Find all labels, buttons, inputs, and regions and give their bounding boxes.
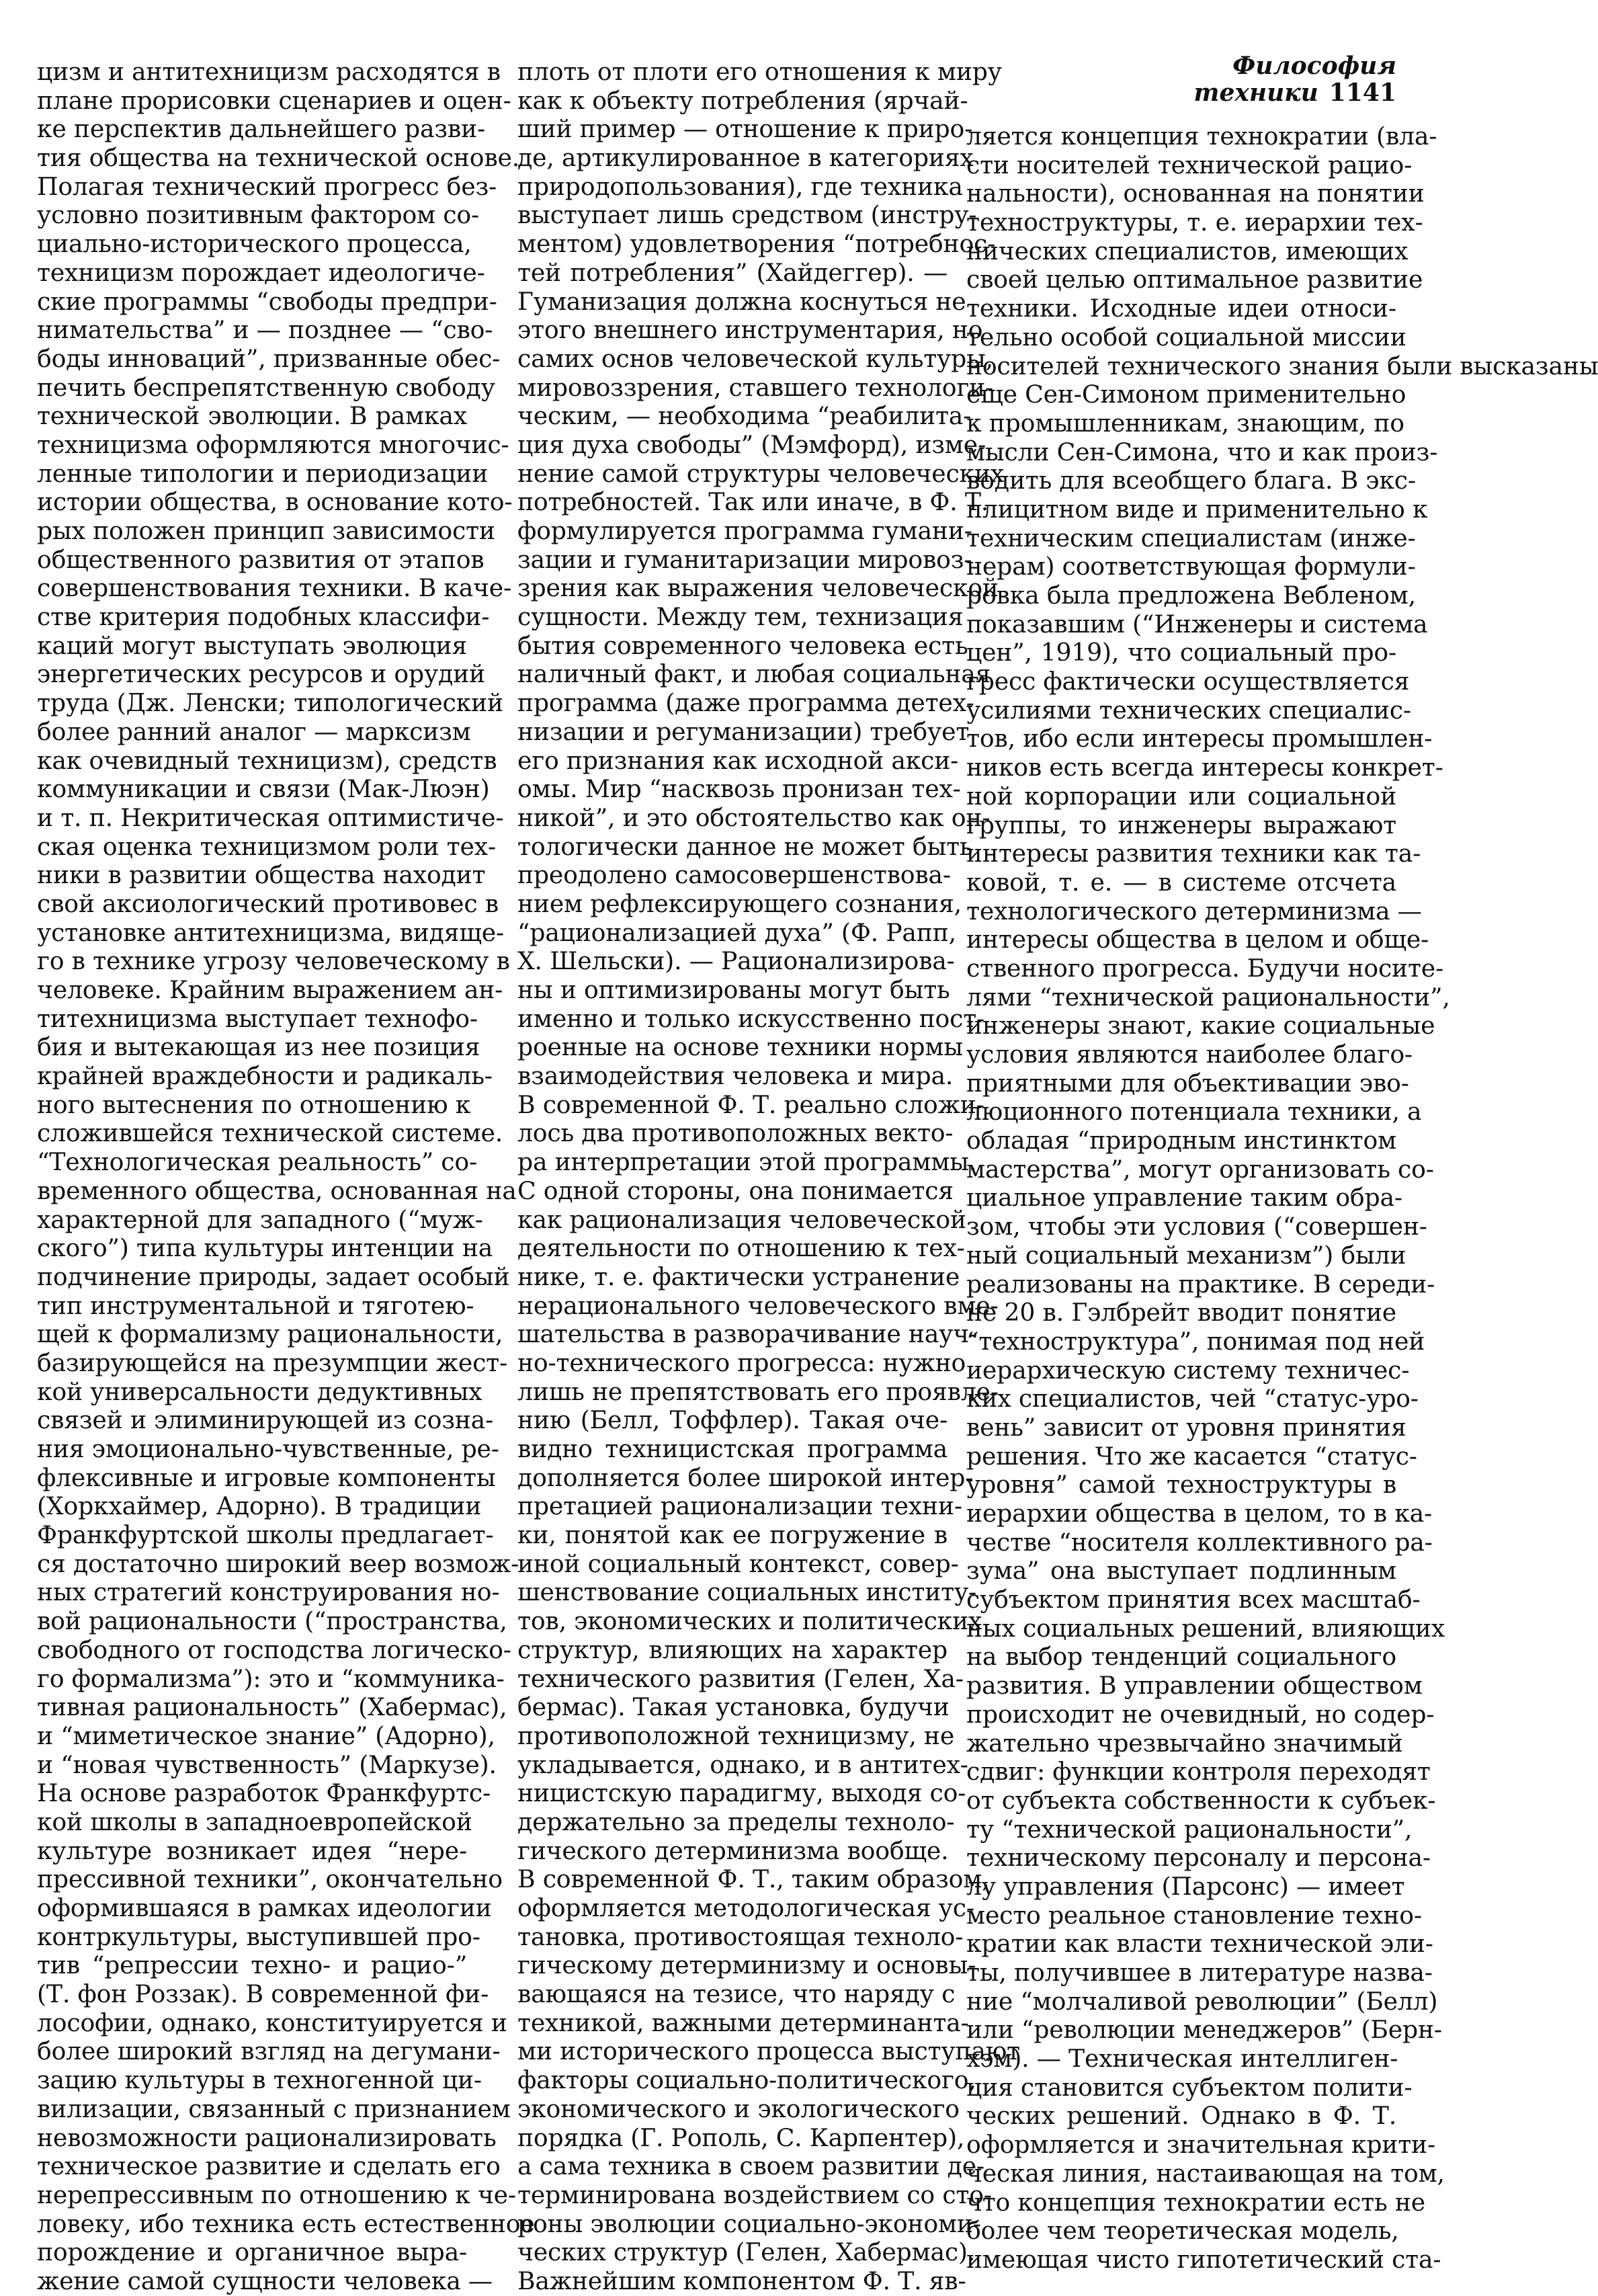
text-line: ны и оптимизированы могут быть	[517, 975, 950, 1004]
text-line: техники. Исходные идеи относи-	[966, 294, 1396, 323]
text-line: “рационализацией духа” (Ф. Рапп,	[517, 917, 956, 947]
text-line: тельно особой социальной миссии	[966, 322, 1406, 352]
text-line: что концепция технократии есть не	[966, 2187, 1425, 2217]
text-line: как рационализация человеческой	[517, 1204, 966, 1234]
text-line: оформляется методологическая ус-	[517, 1893, 974, 1922]
text-line: плане прорисовки сценариев и оцен-	[37, 85, 511, 115]
text-line: ного вытеснения по отношению к	[37, 1090, 471, 1119]
text-line: преодолено самосовершенствова-	[517, 860, 951, 890]
text-line: сущности. Между тем, технизация	[517, 602, 964, 632]
text-line: техноструктуры, т. е. иерархии тех-	[966, 208, 1423, 237]
text-line: интересы развития техники как та-	[966, 839, 1421, 868]
text-line: невозможности рационализировать	[37, 2123, 497, 2152]
text-line: Важнейшим компонентом Ф. Т. яв-	[517, 2266, 966, 2295]
text-line: порядка (Г. Рополь, С. Карпентер),	[517, 2123, 965, 2152]
text-line: “Технологическая реальность” со-	[37, 1147, 477, 1177]
text-line: усилиями технических специалис-	[966, 695, 1411, 725]
text-line: го в технике угрозу человеческому в	[37, 946, 510, 976]
text-line: подчинение природы, задает особый	[37, 1262, 510, 1291]
text-line: тов, ибо если интересы промышлен-	[966, 724, 1433, 753]
text-line: установке антитехницизма, видяще-	[37, 917, 505, 947]
text-line: развития. В управлении обществом	[966, 1671, 1423, 1700]
running-title: Философия техники	[1193, 52, 1396, 107]
text-line: шательства в разворачивание науч-	[517, 1319, 978, 1349]
text-line: лишь не препятствовать его проявле-	[517, 1377, 999, 1406]
text-line: ловеку, ибо техника есть естественное	[37, 2209, 535, 2238]
text-line: обладая “природным инстинктом	[966, 1126, 1396, 1155]
text-line: взаимодействия человека и мира.	[517, 1061, 954, 1091]
text-line: прессивной техники”, окончательно	[37, 1864, 503, 1894]
text-line: ковой, т. е. — в системе отсчета	[966, 867, 1396, 897]
text-line: свободного от господства логическо-	[37, 1635, 511, 1664]
text-line: порождение и органичное выра-	[37, 2238, 467, 2267]
text-line: ший пример — отношение к приро-	[517, 114, 973, 144]
text-line: водить для всеобщего блага. В экс-	[966, 466, 1416, 495]
text-line: технического развития (Гелен, Ха-	[517, 1664, 964, 1693]
text-line: каций могут выступать эволюция	[37, 630, 467, 660]
text-line: нике, т. е. фактически устранение	[517, 1262, 960, 1291]
text-line: самих основ человеческой культуры,	[517, 343, 993, 373]
text-line: ники в развитии общества находит	[37, 860, 486, 890]
text-line: к промышленникам, знающим, по	[966, 408, 1404, 438]
text-line: ты, получившее в литературе назва-	[966, 1958, 1433, 1987]
text-line: ния эмоционально-чувственные, ре-	[37, 1434, 499, 1463]
text-line: место реальное становление техно-	[966, 1900, 1422, 1930]
text-line: его признания как исходной акси-	[517, 745, 959, 775]
text-line: на выбор тенденций социального	[966, 1642, 1396, 1672]
text-line: го формализма”): это и “коммуника-	[37, 1664, 505, 1693]
text-line: кой школы в западноевропейской	[37, 1807, 472, 1836]
text-line: рых положен принцип зависимости	[37, 516, 495, 545]
text-line: техницизм порождает идеологиче-	[37, 257, 485, 287]
text-line: цен”, 1919), что социальный про-	[966, 638, 1396, 667]
text-line: лософии, однако, конституируется и	[37, 2008, 507, 2037]
text-line: плоть от плоти его отношения к миру	[517, 57, 1002, 86]
text-line: (Хоркхаймер, Адорно). В традиции	[37, 1491, 482, 1521]
text-line: шенствование социальных институ-	[517, 1577, 977, 1607]
text-line: Гуманизация должна коснуться не	[517, 286, 966, 316]
text-line: условно позитивным фактором со-	[37, 200, 479, 230]
text-line: омы. Мир “насквозь пронизан тех-	[517, 774, 961, 804]
text-line: более ранний аналог — марксизм	[37, 716, 471, 746]
text-line: нических специалистов, имеющих	[966, 236, 1408, 265]
text-line: щей к формализму рациональности,	[37, 1319, 503, 1349]
text-line: техническое развитие и сделать его	[37, 2151, 501, 2181]
text-line: ция духа свободы” (Мэмфорд), изме-	[517, 429, 986, 459]
text-line: именно и только искусственно пост-	[517, 1003, 985, 1033]
text-line: ленные типологии и периодизации	[37, 458, 489, 488]
text-line: сложившейся технической системе.	[37, 1118, 503, 1148]
text-line: низации и регуманизации) требует	[517, 716, 970, 746]
text-line: кратии как власти технической эли-	[966, 1929, 1433, 1959]
text-line: видно техницистская программа	[517, 1434, 948, 1463]
text-line: природопользования), где техника	[517, 171, 963, 201]
text-line: труда (Дж. Ленски; типологический	[37, 688, 503, 718]
text-line: боды инноваций”, призванные обес-	[37, 343, 501, 373]
text-line: титехницизма выступает технофо-	[37, 1003, 478, 1033]
text-line: жение самой сущности человека —	[37, 2266, 493, 2295]
text-line: нерепрессивным по отношению к че-	[37, 2180, 516, 2209]
text-line: технологического детерминизма —	[966, 896, 1422, 926]
text-line: претацией рационализации техни-	[517, 1491, 962, 1521]
text-line: сти носителей технической рацио-	[966, 150, 1413, 179]
text-line: мысли Сен-Симона, что и как произ-	[966, 437, 1438, 466]
text-line: тия общества на технической основе.	[37, 143, 520, 173]
text-line: или “революции менеджеров” (Берн-	[966, 2015, 1442, 2045]
text-line: и т. п. Некритическая оптимистиче-	[37, 803, 504, 832]
text-line: флексивные и игровые компоненты	[37, 1463, 496, 1492]
text-line: нием рефлексирующего сознания,	[517, 889, 962, 918]
page-number: 1141	[1329, 79, 1396, 107]
text-line: формулируется программа гумани-	[517, 516, 972, 545]
text-line: ментом) удовлетворения “потребнос-	[517, 229, 996, 259]
text-line: иерархическую систему техничес-	[966, 1355, 1410, 1385]
text-line: наличный факт, и любая социальная	[517, 659, 991, 689]
text-line: бермас). Такая установка, будучи	[517, 1692, 950, 1722]
text-line: ляется концепция технократии (вла-	[966, 122, 1437, 151]
text-line: характерной для западного (“муж-	[37, 1204, 483, 1234]
text-line: реализованы на практике. В середи-	[966, 1269, 1435, 1299]
text-line: потребностей. Так или иначе, в Ф. Т.	[517, 487, 989, 517]
text-line: вень” зависит от уровня принятия	[966, 1412, 1406, 1442]
text-line: но-технического прогресса: нужно	[517, 1348, 966, 1377]
text-line: ские программы “свободы предпри-	[37, 286, 497, 316]
text-line: техницизма оформляются многочис-	[37, 429, 509, 459]
text-column-2	[517, 57, 1020, 2296]
text-line: связей и элиминирующей из созна-	[37, 1405, 494, 1435]
text-line: цизм и антитехницизм расходятся в	[37, 57, 501, 86]
text-line: как к объекту потребления (ярчай-	[517, 85, 968, 115]
text-line: и “миметическое знание” (Адорно),	[37, 1721, 495, 1750]
text-line: ского”) типа культуры интенции на	[37, 1233, 493, 1263]
text-line: укладывается, однако, и в антитех-	[517, 1750, 968, 1779]
text-line: ми исторического процесса выступают	[517, 2037, 1020, 2066]
text-line: не 20 в. Гэлбрейт вводит понятие	[966, 1298, 1396, 1327]
text-line: мастерства”, могут организовать со-	[966, 1154, 1434, 1184]
text-line: нерационального человеческого вме-	[517, 1290, 999, 1320]
text-line: держательно за пределы техноло-	[517, 1807, 955, 1836]
text-line: тей потребления” (Хайдеггер). —	[517, 257, 948, 287]
text-line: условия являются наиболее благо-	[966, 1040, 1413, 1069]
text-line: более широкий взгляд на дегумани-	[37, 2037, 501, 2066]
text-line: “техноструктура”, понимая под ней	[966, 1326, 1425, 1356]
text-line: ных стратегий конструирования но-	[37, 1577, 500, 1607]
text-line: нение самой структуры человеческих	[517, 458, 1005, 488]
text-line: структур, влияющих на характер	[517, 1635, 948, 1664]
text-line: факторы социально-политического,	[517, 2065, 976, 2095]
text-column-3	[966, 122, 1598, 2274]
text-line: зрения как выражения человеческой	[517, 573, 999, 603]
text-line: ческих решений. Однако в Ф. Т.	[966, 2101, 1396, 2131]
text-line: вилизации, связанный с признанием	[37, 2094, 511, 2123]
text-line: гического детерминизма вообще.	[517, 1836, 949, 1865]
text-line: деятельности по отношению к тех-	[517, 1233, 965, 1263]
text-line: стве критерия подобных классифи-	[37, 602, 490, 632]
text-line: вающаяся на тезисе, что наряду с	[517, 1979, 956, 2009]
text-line: инженеры знают, какие социальные	[966, 1011, 1435, 1040]
text-line: люционного потенциала техники, а	[966, 1097, 1422, 1126]
text-line: и “новая чувственность” (Маркузе).	[37, 1750, 497, 1779]
text-line: ких специалистов, чей “статус-уро-	[966, 1384, 1419, 1413]
text-line: общественного развития от этапов	[37, 544, 485, 574]
text-line: ки, понятой как ее погружение в	[517, 1520, 948, 1550]
text-line: нимательства” и — позднее — “сво-	[37, 315, 493, 345]
text-line: циальное управление таким обра-	[966, 1183, 1402, 1213]
text-line: коммуникации и связи (Мак-Люэн)	[37, 774, 490, 804]
text-line: а сама техника в своем развитии де-	[517, 2151, 984, 2181]
text-line: базирующейся на презумпции жест-	[37, 1348, 507, 1377]
text-line: техническим специалистам (инже-	[966, 523, 1416, 552]
text-line: роны эволюции социально-экономи-	[517, 2209, 981, 2238]
text-line: Х. Шельски). — Рационализирова-	[517, 946, 955, 976]
text-line: В современной Ф. Т., таким образом,	[517, 1864, 990, 1894]
text-line: интересы общества в целом и обще-	[966, 925, 1429, 954]
text-line: зом, чтобы эти условия (“совершен-	[966, 1212, 1427, 1241]
text-line: контркультуры, выступившей про-	[37, 1922, 480, 1951]
text-line: вой рациональности (“пространства,	[37, 1606, 507, 1636]
text-line: тановка, противостоящая техноло-	[517, 1922, 964, 1951]
text-line: ровка была предложена Вебленом,	[966, 581, 1416, 610]
text-line: противоположной техницизму, не	[517, 1721, 955, 1750]
text-line: ра интерпретации этой программы.	[517, 1147, 977, 1177]
text-line: лями “технической рациональности”,	[966, 982, 1450, 1012]
text-line: ческая линия, настаивающая на том,	[966, 2158, 1445, 2188]
text-line: нию (Белл, Тоффлер). Такая оче-	[517, 1405, 948, 1435]
text-line: техникой, важными детерминанта-	[517, 2008, 969, 2037]
text-line: более чем теоретическая модель,	[966, 2216, 1399, 2246]
text-line: тип инструментальной и тяготею-	[37, 1290, 474, 1320]
text-line: выступает лишь средством (инстру-	[517, 200, 977, 230]
text-line: хэм). — Техническая интеллиген-	[966, 2044, 1398, 2074]
text-line: от субъекта собственности к субъек-	[966, 1785, 1436, 1815]
text-line: своей целью оптимальное развитие	[966, 265, 1423, 294]
text-line: группы, то инженеры выражают	[966, 810, 1396, 839]
text-line: тов, экономических и политических	[517, 1606, 982, 1636]
text-line: иерархии общества в целом, то в ка-	[966, 1499, 1433, 1528]
text-line: ников есть всегда интересы конкрет-	[966, 753, 1443, 782]
text-line: тологически данное не может быть	[517, 831, 973, 861]
text-line: человеке. Крайним выражением ан-	[37, 975, 503, 1004]
text-line: мировоззрения, ставшего технологи-	[517, 372, 994, 402]
text-line: На основе разработок Франкфуртс-	[37, 1778, 491, 1808]
page-header	[1087, 52, 1396, 106]
text-line: ной корпорации или социальной	[966, 781, 1396, 811]
text-line: тивная рациональность” (Хабермас),	[37, 1692, 507, 1722]
text-line: технической эволюции. В рамках	[37, 401, 467, 431]
text-line: уровня” самой техноструктуры в	[966, 1470, 1396, 1500]
text-line: лось два противоположных векто-	[517, 1118, 954, 1148]
text-line: экономического и экологического	[517, 2094, 960, 2123]
text-line: терминирована воздействием со сто-	[517, 2180, 992, 2209]
text-line: В современной Ф. Т. реально сложи-	[517, 1090, 984, 1119]
text-line: культуре возникает идея “нере-	[37, 1836, 467, 1865]
text-line: тив “репрессии техно- и рацио-”	[37, 1951, 467, 1980]
text-line: приятными для объективации эво-	[966, 1068, 1409, 1098]
text-line: носителей технического знания были высказаны	[966, 351, 1598, 380]
text-line: гическому детерминизму и основы-	[517, 1951, 976, 1980]
text-line: ственного прогресса. Будучи носите-	[966, 953, 1444, 983]
text-line: ние “молчаливой революции” (Белл)	[966, 1986, 1438, 2016]
text-line: свой аксиологический противовес в	[37, 889, 499, 918]
text-line: временного общества, основанная на	[37, 1176, 517, 1205]
text-line: сдвиг: функции контроля переходят	[966, 1757, 1431, 1787]
text-line: Полагая технический прогресс без-	[37, 171, 497, 201]
text-line: ческим, — необходима “реабилита-	[517, 401, 972, 431]
text-line: крайней враждебности и радикаль-	[37, 1061, 493, 1091]
text-line: еще Сен-Симоном применительно	[966, 380, 1406, 409]
text-line: ных социальных решений, влияющих	[966, 1613, 1445, 1643]
text-line: субъектом принятия всех масштаб-	[966, 1585, 1421, 1614]
text-line: истории общества, в основание кото-	[37, 487, 513, 517]
text-line: де, артикулированное в категориях	[517, 143, 974, 173]
text-line: ская оценка техницизмом роли тех-	[37, 831, 496, 861]
text-line: ке перспектив дальнейшего разви-	[37, 114, 485, 144]
text-line: С одной стороны, она понимается	[517, 1176, 954, 1205]
text-line: оформляется и значительная крити-	[966, 2130, 1435, 2160]
text-line: жательно чрезвычайно значимый	[966, 1728, 1403, 1758]
text-line: ницистскую парадигму, выходя со-	[517, 1778, 966, 1808]
text-line: честве “носителя коллективного ра-	[966, 1527, 1433, 1557]
text-line: плицитном виде и применительно к	[966, 494, 1428, 524]
text-line: происходит не очевидный, но содер-	[966, 1699, 1435, 1729]
text-line: дополняется более широкой интер-	[517, 1463, 974, 1492]
text-line: оформившаяся в рамках идеологии	[37, 1893, 492, 1922]
text-line: циально-исторического процесса,	[37, 229, 472, 259]
text-line: имеющая чисто гипотетический ста-	[966, 2244, 1441, 2274]
text-line: бытия современного человека есть	[517, 630, 968, 660]
text-line: нерам) соответствующая формули-	[966, 552, 1416, 581]
text-line: зума” она выступает подлинным	[966, 1556, 1396, 1586]
text-column-1	[37, 57, 535, 2296]
text-line: техническому персоналу и персона-	[966, 1843, 1431, 1873]
text-line: никой”, и это обстоятельство как он-	[517, 803, 991, 832]
text-line: показавшим (“Инженеры и система	[966, 609, 1428, 639]
text-line: ный социальный механизм”) были	[966, 1240, 1406, 1270]
text-line: ся достаточно широкий веер возмож-	[37, 1549, 519, 1578]
text-line: программа (даже программа детех-	[517, 688, 974, 718]
text-line: лу управления (Парсонс) — имеет	[966, 1871, 1405, 1901]
text-line: гресс фактически осуществляется	[966, 667, 1410, 696]
text-line: (Т. фон Роззак). В современной фи-	[37, 1979, 489, 2009]
text-line: печить беспрепятственную свободу	[37, 372, 495, 402]
text-line: этого внешнего инструментария, но	[517, 315, 983, 345]
text-line: энергетических ресурсов и орудий	[37, 659, 485, 689]
text-line: ту “технической рациональности”,	[966, 1814, 1413, 1844]
text-line: роенные на основе техники нормы	[517, 1032, 963, 1062]
text-line: кой универсальности дедуктивных	[37, 1377, 482, 1406]
text-line: бия и вытекающая из нее позиция	[37, 1032, 480, 1062]
text-line: решения. Что же касается “статус-	[966, 1441, 1417, 1471]
text-line: как очевидный техницизм), средств	[37, 745, 497, 775]
text-line: совершенствования техники. В каче-	[37, 573, 512, 603]
text-line: иной социальный контекст, совер-	[517, 1549, 959, 1578]
text-line: нальности), основанная на понятии	[966, 179, 1425, 208]
text-line: ческих структур (Гелен, Хабермас).	[517, 2238, 976, 2267]
text-line: ция становится субъектом полити-	[966, 2072, 1413, 2102]
text-line: зации и гуманитаризации мировоз-	[517, 544, 972, 574]
text-line: Франкфуртской школы предлагает-	[37, 1520, 494, 1550]
text-line: зацию культуры в техногенной ци-	[37, 2065, 482, 2095]
